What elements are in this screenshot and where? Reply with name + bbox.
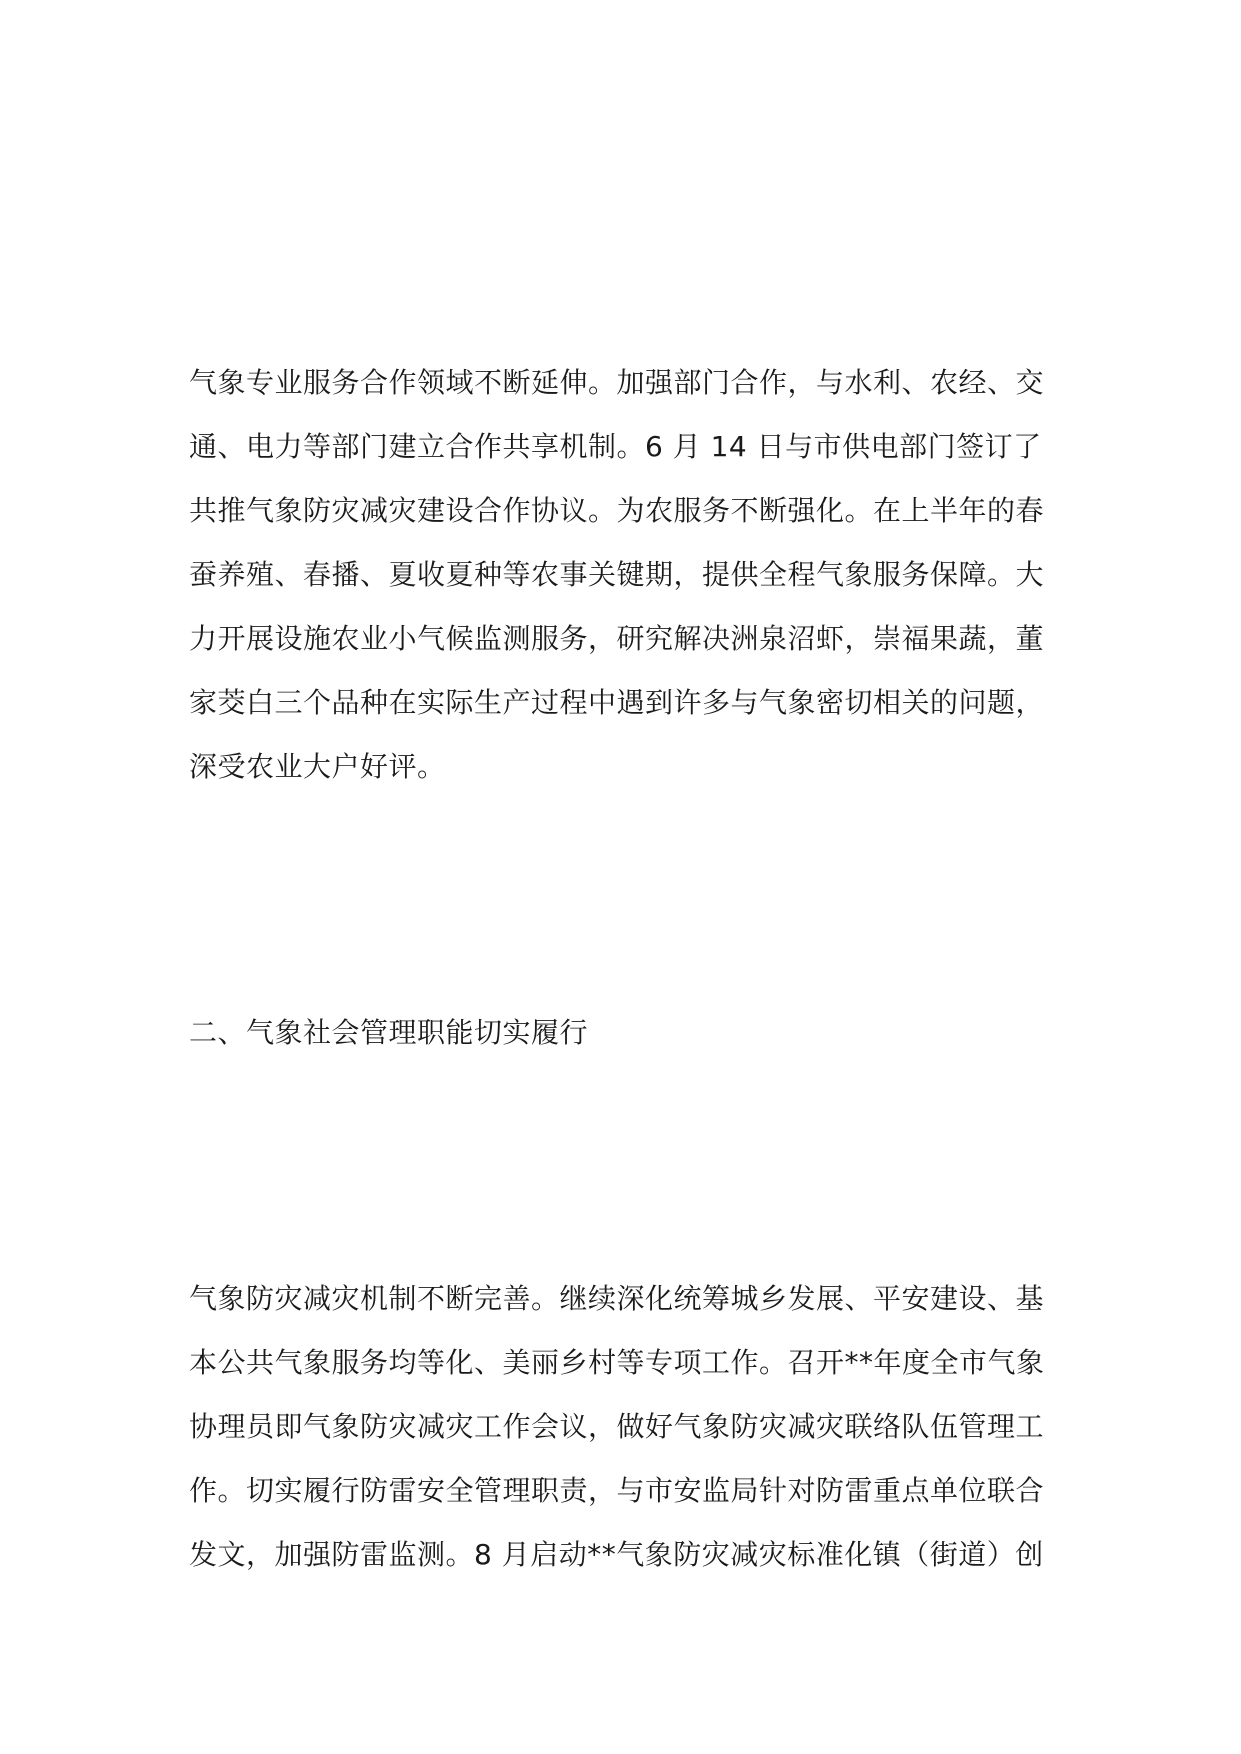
paragraph-1-line: 蚕养殖、春播、夏收夏种等农事关键期，提供全程气象服务保障。大 [189, 558, 1045, 591]
paragraph-2-line: 气象防灾减灾机制不断完善。继续深化统筹城乡发展、平安建设、基 [189, 1282, 1045, 1315]
paragraph-1-line: 气象专业服务合作领域不断延伸。加强部门合作，与水利、农经、交 [189, 366, 1045, 399]
paragraph-1-line: 深受农业大户好评。 [189, 750, 446, 783]
paragraph-1-line: 力开展设施农业小气候监测服务，研究解决洲泉沼虾，崇福果蔬，董 [189, 622, 1045, 655]
paragraph-2-line: 发文，加强防雷监测。8 月启动**气象防灾减灾标准化镇（街道）创 [189, 1538, 1044, 1571]
paragraph-1-line: 家茭白三个品种在实际生产过程中遇到许多与气象密切相关的问题， [189, 686, 1045, 719]
paragraph-1-line: 通、电力等部门建立合作共享机制。6 月 14 日与市供电部门签订了 [189, 430, 1042, 463]
paragraph-1-line: 共推气象防灾减灾建设合作协议。为农服务不断强化。在上半年的春 [189, 494, 1045, 527]
section-heading: 二、气象社会管理职能切实履行 [189, 1016, 589, 1049]
paragraph-2-line: 协理员即气象防灾减灾工作会议，做好气象防灾减灾联络队伍管理工 [189, 1410, 1045, 1443]
paragraph-2-line: 本公共气象服务均等化、美丽乡村等专项工作。召开**年度全市气象 [189, 1346, 1045, 1379]
paragraph-2-line: 作。切实履行防雷安全管理职责，与市安监局针对防雷重点单位联合 [189, 1474, 1045, 1507]
